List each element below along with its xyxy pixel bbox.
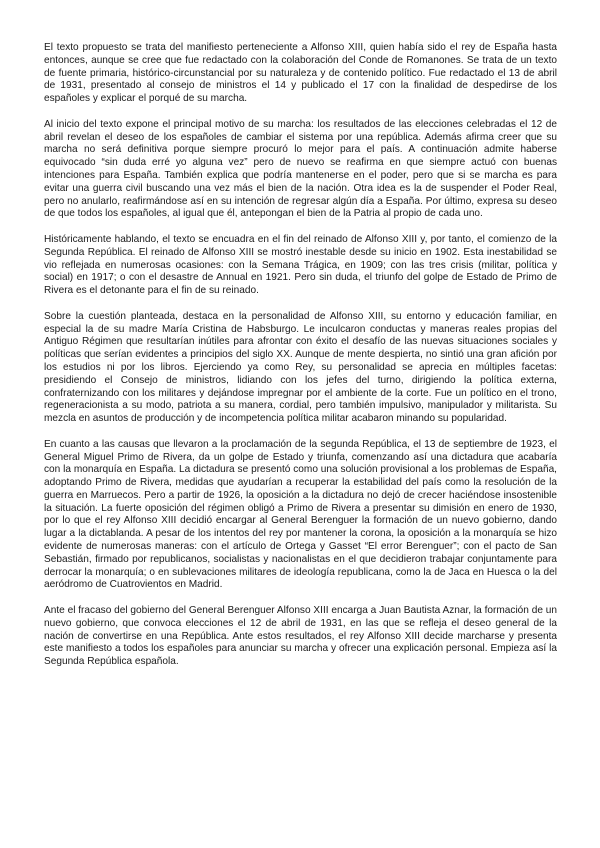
paragraph-historical-context: Históricamente hablando, el texto se encuadra en el fin del reinado de Alfonso XIII y, por tanto, el comienzo de la Segunda República. El reinado de Alfonso XIII se mostró inestable desde su inicio en 1902. Esta inestabilidad se vio reflejada en numerosas ocasiones: con la Semana Trágica, en 1909; con las tres crisis (militar, política y social) en 1917; o con el desastre de Annual en 1921. Pero sin duda, el triunfo del golpe de Estado de Primo de Rivera es el detonante para el fin de su reinado. <box>44 233 557 297</box>
paragraph-personality: Sobre la cuestión planteada, destaca en la personalidad de Alfonso XIII, su entorno y educación familiar, en especial la de su madre María Cristina de Habsburgo. Le inculcaron conductas y maneras reales propias del Antiguo Régimen que resultarían inútiles para afrontar con éxito el desafío de las nuevas situaciones sociales y políticas que serían evidentes a principios del siglo XX. Aunque de mente despierta, no sintió una gran afición por los estudios ni por los libros. Ejerciendo ya como Rey, su personalidad se aprecia en múltiples facetas: presidiendo el Consejo de ministros, lidiando con los jefes del turno, dirigiendo la política externa, confraternizando con los militares y dejándose impregnar por el ambiente de la corte. Fue un político en el trono, regeneracionista a su modo, patriota a su manera, cordial, pero también impulsivo, manipulador y militarista. Su mezcla en asuntos de producción y de incompetencia política militar acabaron minando su popularidad. <box>44 310 557 425</box>
paragraph-conclusion: Ante el fracaso del gobierno del General Berenguer Alfonso XIII encarga a Juan Bautista Aznar, la formación de un nuevo gobierno, que convoca elecciones el 12 de abril de 1931, en las que se refleja el deseo general de la nación de convertirse en una República. Ante estos resultados, el rey Alfonso XIII decide marcharse y presenta este manifiesto a todos los españoles para anunciar su marcha y ofrecer una explicación personal. Empieza así la Segunda República española. <box>44 605 557 668</box>
paragraph-intro: El texto propuesto se trata del manifiesto perteneciente a Alfonso XIII, quien había sido el rey de España hasta entonces, aunque se cree que fue redactado con la colaboración del Conde de Romanones. Se trata de un texto de fuente primaria, histórico-circunstancial por su naturaleza y de contenido político. Fue redactado el 13 de abril de 1931, presentado al consejo de ministros el 14 y publicado el 17 con la finalidad de despedirse de los españoles y explicar el porqué de su marcha. <box>44 42 557 105</box>
paragraph-causes: En cuanto a las causas que llevaron a la proclamación de la segunda República, el 13 de septiembre de 1923, el General Miguel Primo de Rivera, da un golpe de Estado y triunfa, comenzando así una dictadura que acabaría con la monarquía en España. La dictadura se presentó como una solución provisional a los problemas de España, adoptando Primo de Rivera, medidas que ayudarían a recuperar la estabilidad del país como la resolución de la guerra en Marruecos. Pero a partir de 1926, la oposición a la dictadura no dejó de crecer haciéndose insostenible la situación. La fuerte oposición del régimen obligó a Primo de Rivera a presentar su dimisión en enero de 1930, por lo que el rey Alfonso XIII decidió encargar al General Berenguer la formación de un nuevo gobierno, dando lugar a la dictablanda. A pesar de los intentos del rey por mantener la corona, la oposición a la monarquía se hizo evidente de numerosas maneras: con el artículo de Ortega y Gasset “El error Berenguer”; con el pacto de San Sebastián, firmado por republicanos, socialistas y nacionalistas en el que decidieron trabajar conjuntamente para derrocar la monarquía; o en sublevaciones militares de ideología republicana, como la de Jaca en Huesca o la del aeródromo de Cuatrovientos en Madrid. <box>44 438 557 591</box>
document-body <box>44 42 557 682</box>
paragraph-motives: Al inicio del texto expone el principal motivo de su marcha: los resultados de las elecciones celebradas el 12 de abril revelan el deseo de los españoles de cambiar el sistema por una república. Además afirma creer que su marcha no será definitiva porque siempre procuró lo mejor para el país. A continuación admite haberse equivocado “sin duda erré yo alguna vez” pero de nuevo se reafirma en que siempre actuó con buenas intenciones para España. También explica que podría mantenerse en el poder, pero que si se marcha es para evitar una guerra civil buscando una vez más el bien de la nación. Otra idea es la de suspender el Poder Real, pero no anularlo, reafirmándose así en su intención de regresar algún día a España. Por último, expresa su deseo de que todos los españoles, al igual que él, antepongan el bien de la Patria al propio de cada uno. <box>44 118 557 220</box>
